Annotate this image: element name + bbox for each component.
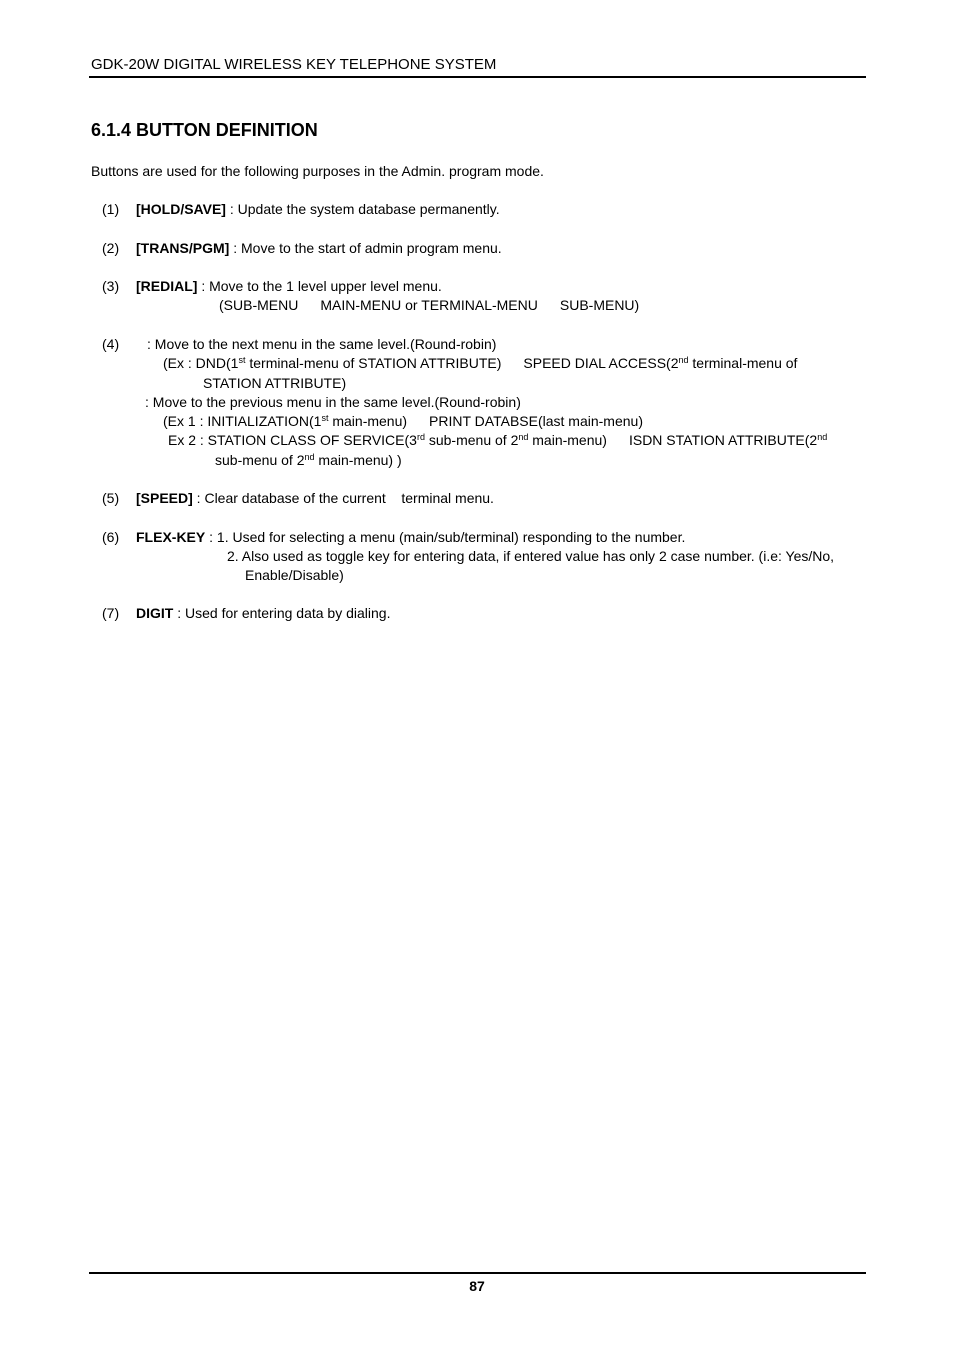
item-number: (2): [102, 240, 120, 256]
previous-menu-example-2-cont: sub-menu of 2nd main-menu) ): [215, 452, 402, 468]
item-redial: [136, 278, 442, 294]
item-hold-save: [136, 201, 500, 217]
previous-menu-example-2: Ex 2 : STATION CLASS OF SERVICE(3rd sub-menu of 2nd main-menu) ISDN STATION ATTRIBUTE(2nd: [168, 432, 828, 448]
key-label: [REDIAL]: [136, 278, 198, 294]
key-label: DIGIT: [136, 605, 174, 621]
item-speed: [136, 490, 494, 506]
section-title: 6.1.4 BUTTON DEFINITION: [91, 120, 318, 140]
item-description: : Update the system database permanently.: [225, 201, 500, 217]
item-number: (4): [102, 336, 120, 352]
item-description: : Move to the start of admin program menu.: [229, 240, 502, 256]
redial-menu-path: (SUB-MENU MAIN-MENU or TERMINAL-MENU SUB-MENU): [219, 297, 640, 313]
page-header: GDK-20W DIGITAL WIRELESS KEY TELEPHONE SYSTEM: [91, 56, 497, 73]
key-label: [TRANS/PGM]: [136, 240, 230, 256]
item-description: : Clear database of the current terminal menu.: [192, 490, 494, 506]
item-description: : Used for entering data by dialing.: [173, 605, 391, 621]
header-divider: [89, 76, 866, 78]
section-intro: Buttons are used for the following purposes in the Admin. program mode.: [91, 163, 544, 179]
next-menu-example-cont: STATION ATTRIBUTE): [203, 375, 347, 391]
item-description: : 1. Used for selecting a menu (main/sub/terminal) responding to the number.: [205, 529, 686, 545]
key-label: FLEX-KEY: [136, 529, 206, 545]
item-trans-pgm: [136, 240, 502, 256]
item-number: (5): [102, 490, 120, 506]
item-description: : Move to the 1 level upper level menu.: [197, 278, 442, 294]
item-digit: [136, 605, 390, 621]
next-menu-description: : Move to the next menu in the same level.(Round-robin): [147, 336, 497, 352]
item-number: (6): [102, 529, 120, 545]
item-flex-key: [136, 529, 685, 545]
item-number: (7): [102, 605, 120, 621]
previous-menu-example-1: (Ex 1 : INITIALIZATION(1st main-menu) PRINT DATABSE(last main-menu): [163, 413, 643, 429]
previous-menu-description: : Move to the previous menu in the same level.(Round-robin): [145, 394, 521, 410]
item-number: (1): [102, 201, 120, 217]
key-label: [SPEED]: [136, 490, 193, 506]
item-number: (3): [102, 278, 120, 294]
flex-key-description-2: 2. Also used as toggle key for entering data, if entered value has only 2 case number. (i.e: Yes/No,: [227, 548, 835, 564]
page-number: 87: [469, 1278, 485, 1294]
next-menu-example: (Ex : DND(1st terminal-menu of STATION ATTRIBUTE) SPEED DIAL ACCESS(2nd terminal-menu of: [163, 355, 798, 371]
flex-key-description-3: Enable/Disable): [245, 567, 344, 583]
key-label: [HOLD/SAVE]: [136, 201, 226, 217]
footer-divider: [89, 1272, 866, 1274]
